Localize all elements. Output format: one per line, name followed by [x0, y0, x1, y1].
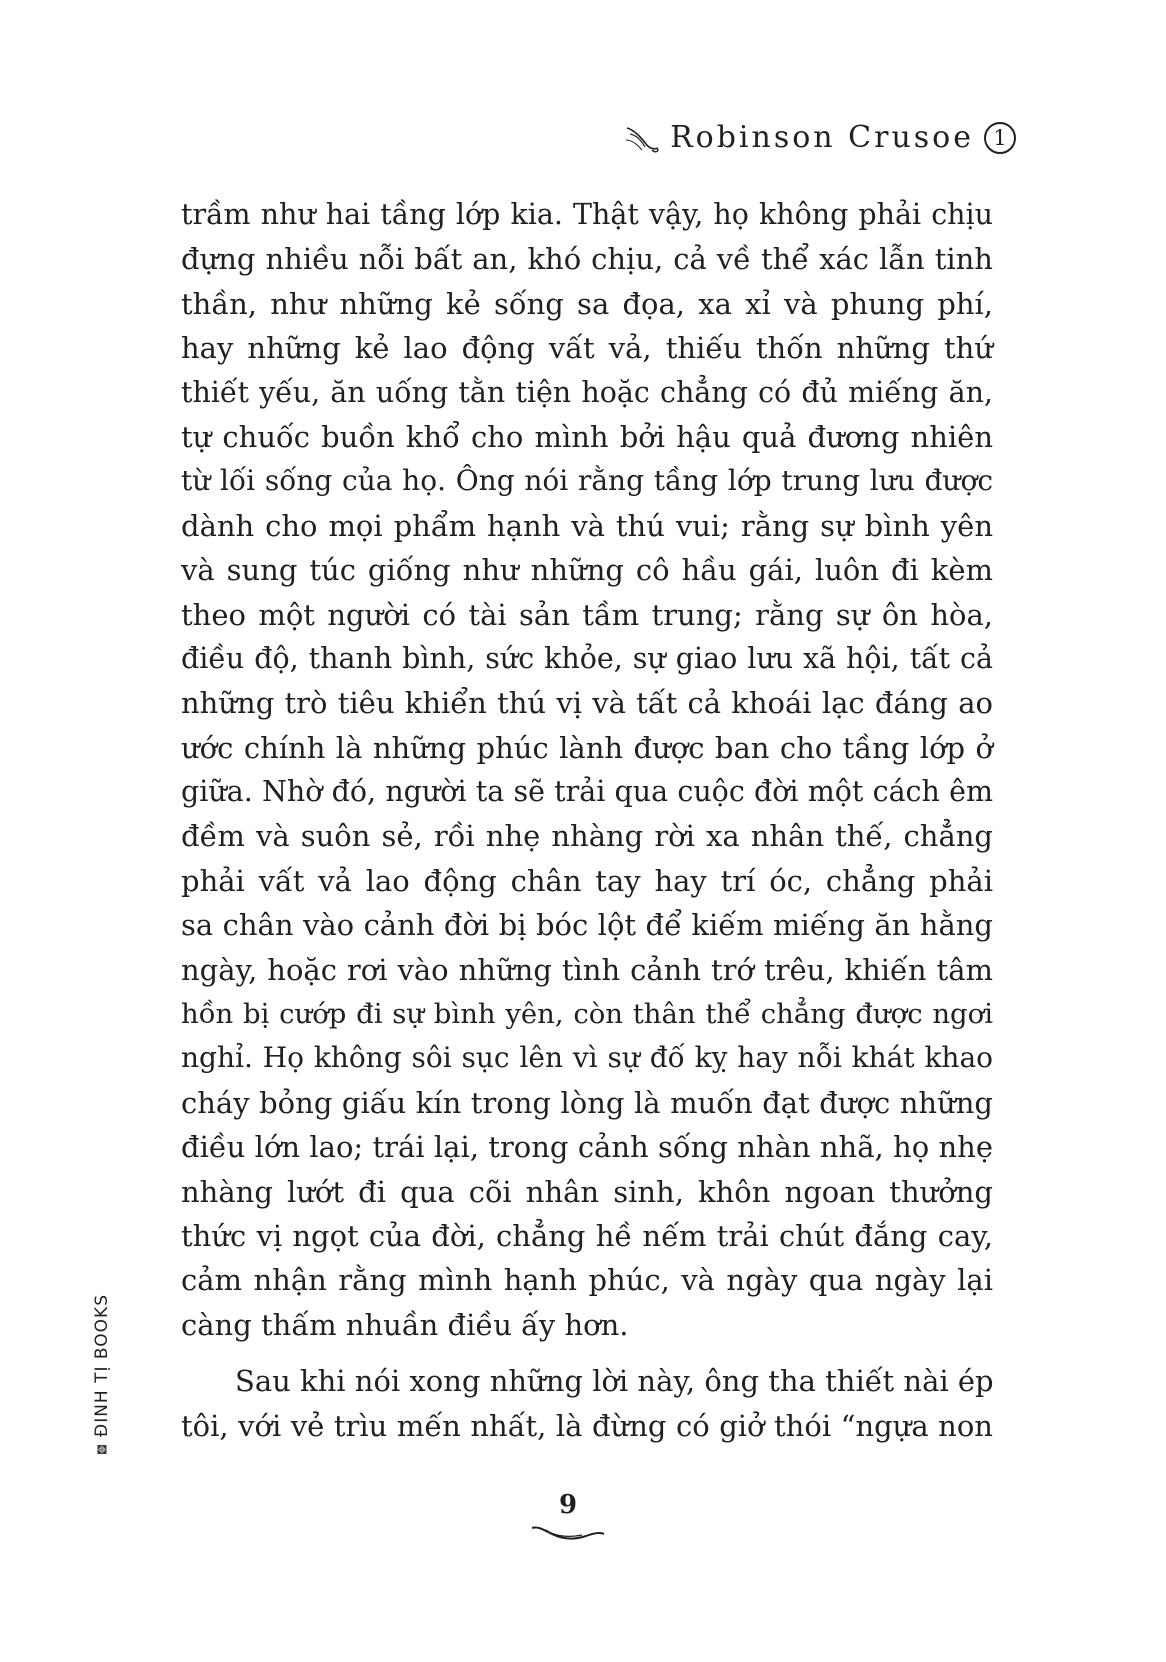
- page-number: 9: [558, 1490, 578, 1520]
- text-line: những trò tiêu khiển thú vị và tất cả khoái lạc đáng ao: [181, 686, 993, 721]
- text-line: nghỉ. Họ không sôi sục lên vì sự đố kỵ hay nỗi khát khao: [181, 1041, 993, 1075]
- text-line: điều lớn lao; trái lại, trong cảnh sống nhàn nhã, họ nhẹ: [181, 1130, 993, 1165]
- text-line: theo một người có tài sản tầm trung; rằng sự ôn hòa,: [181, 597, 993, 632]
- text-line: từ lối sống của họ. Ông nói rằng tầng lớp trung lưu được: [181, 464, 993, 498]
- text-line: càng thấm nhuần điều ấy hơn.: [181, 1307, 629, 1342]
- text-line: đựng nhiều nỗi bất an, khó chịu, cả về thể xác lẫn tinh: [181, 242, 993, 277]
- paragraph-gap: [181, 1347, 993, 1359]
- text-line: Sau khi nói xong những lời này, ông tha thiết nài ép: [235, 1364, 994, 1399]
- text-line: và sung túc giống như những cô hầu gái, luôn đi kèm: [181, 553, 993, 588]
- text-line: cháy bỏng giấu kín trong lòng là muốn đạt được những: [181, 1085, 993, 1120]
- text-line: điều độ, thanh bình, sức khỏe, sự giao lưu xã hội, tất cả: [181, 641, 993, 675]
- text-line: đềm và suôn sẻ, rồi nhẹ nhàng rời xa nhân thế, chẳng: [181, 819, 993, 854]
- paragraph: [181, 193, 993, 1347]
- text-line: tôi, với vẻ trìu mến nhất, là đừng có giở thói “ngựa non: [181, 1408, 993, 1443]
- text-line: ước chính là những phúc lành được ban cho tầng lớp ở: [181, 730, 993, 765]
- text-line: thần, như những kẻ sống sa đọa, xa xỉ và phung phí,: [181, 286, 993, 321]
- text-line: phải vất vả lao động chân tay hay trí óc, chẳng phải: [181, 863, 993, 898]
- page-swash-ornament-icon: [528, 1518, 608, 1546]
- text-line: hồn bị cướp đi sự bình yên, còn thân thể chẳng được ngơi: [181, 998, 993, 1031]
- publisher-mark: [82, 1294, 122, 1454]
- text-line: thức vị ngọt của đời, chẳng hề nếm trải chút đắng cay,: [181, 1218, 993, 1253]
- publisher-logo-icon: [84, 1445, 120, 1454]
- text-line: cảm nhận rằng mình hạnh phúc, và ngày qua ngày lại: [181, 1263, 993, 1298]
- text-line: hay những kẻ lao động vất vả, thiếu thốn những thứ: [181, 331, 993, 366]
- body-text: [181, 193, 993, 1448]
- flourish-ornament-icon: [624, 120, 660, 156]
- text-line: ngày, hoặc rơi vào những tình cảnh trớ trêu, khiến tâm: [181, 952, 993, 987]
- text-line: tự chuốc buồn khổ cho mình bởi hậu quả đương nhiên: [181, 419, 993, 454]
- text-line: trầm như hai tầng lớp kia. Thật vậy, họ không phải chịu: [181, 198, 993, 231]
- paragraph: [181, 1359, 993, 1448]
- text-line: nhàng lướt đi qua cõi nhân sinh, khôn ngoan thưởng: [181, 1174, 993, 1209]
- text-line: sa chân vào cảnh đời bị bóc lột để kiếm miếng ăn hằng: [181, 908, 993, 943]
- volume-badge: 1: [984, 122, 1016, 154]
- book-title: Robinson Crusoe: [670, 120, 974, 155]
- text-line: dành cho mọi phẩm hạnh và thú vui; rằng sự bình yên: [181, 508, 993, 543]
- text-line: giữa. Nhờ đó, người ta sẽ trải qua cuộc đời một cách êm: [181, 775, 993, 809]
- text-line: thiết yếu, ăn uống tằn tiện hoặc chẳng có đủ miếng ăn,: [181, 375, 993, 409]
- publisher-name: ĐINH TỊ BOOKS: [92, 1294, 112, 1437]
- running-header: [624, 118, 1016, 158]
